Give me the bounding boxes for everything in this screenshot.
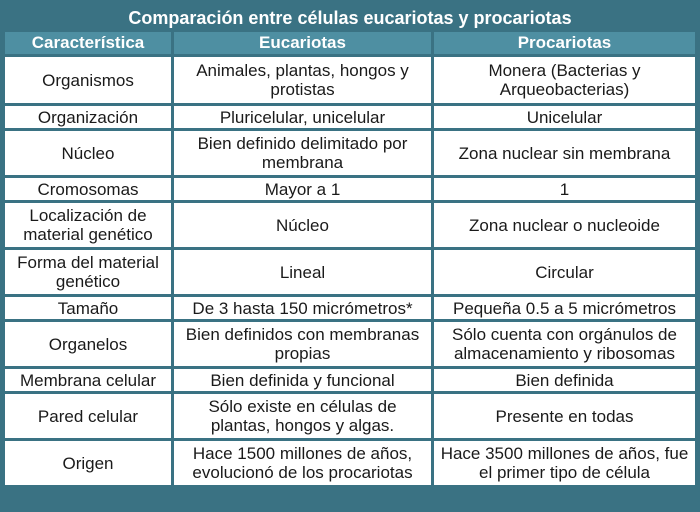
cell-eucariotas: Hace 1500 millones de años, evolucionó de los procariotas [171, 441, 431, 485]
table-row [5, 203, 695, 247]
cell-caracteristica: Cromosomas [5, 178, 171, 200]
cell-eucariotas: Lineal [171, 250, 431, 294]
cell-caracteristica: Origen [5, 441, 171, 485]
table-row [5, 178, 695, 200]
cell-eucariotas: Sólo existe en células de plantas, hongos y algas. [171, 394, 431, 438]
cell-procariotas: Pequeña 0.5 a 5 micrómetros [431, 297, 695, 319]
cell-procariotas: Bien definida [431, 369, 695, 391]
cell-caracteristica: Tamaño [5, 297, 171, 319]
table-row [5, 131, 695, 175]
header-eucariotas: Eucariotas [171, 32, 431, 54]
cell-eucariotas: Núcleo [171, 203, 431, 247]
table-row [5, 322, 695, 366]
cell-eucariotas: Pluricelular, unicelular [171, 106, 431, 128]
table-row [5, 57, 695, 103]
cell-eucariotas: Mayor a 1 [171, 178, 431, 200]
table-row [5, 250, 695, 294]
table-row [5, 369, 695, 391]
cell-eucariotas: Bien definida y funcional [171, 369, 431, 391]
cell-procariotas: 1 [431, 178, 695, 200]
table-row [5, 441, 695, 485]
cell-procariotas: Zona nuclear sin membrana [431, 131, 695, 175]
cell-procariotas: Circular [431, 250, 695, 294]
header-row [5, 32, 695, 54]
comparison-table [5, 29, 695, 488]
cell-eucariotas: Animales, plantas, hongos y protistas [171, 57, 431, 103]
cell-procariotas: Unicelular [431, 106, 695, 128]
cell-procariotas: Hace 3500 millones de años, fue el primer tipo de célula [431, 441, 695, 485]
cell-eucariotas: Bien definido delimitado por membrana [171, 131, 431, 175]
cell-caracteristica: Organización [5, 106, 171, 128]
header-procariotas: Procariotas [431, 32, 695, 54]
cell-caracteristica: Organelos [5, 322, 171, 366]
cell-caracteristica: Membrana celular [5, 369, 171, 391]
cell-procariotas: Monera (Bacterias y Arqueobacterias) [431, 57, 695, 103]
cell-procariotas: Presente en todas [431, 394, 695, 438]
cell-caracteristica: Forma del material genético [5, 250, 171, 294]
header-caracteristica: Característica [5, 32, 171, 54]
table-row [5, 297, 695, 319]
cell-caracteristica: Organismos [5, 57, 171, 103]
cell-caracteristica: Localización de material genético [5, 203, 171, 247]
cell-eucariotas: De 3 hasta 150 micrómetros* [171, 297, 431, 319]
cell-eucariotas: Bien definidos con membranas propias [171, 322, 431, 366]
table-row [5, 394, 695, 438]
table-title: Comparación entre células eucariotas y procariotas [5, 4, 695, 32]
cell-caracteristica: Núcleo [5, 131, 171, 175]
cell-procariotas: Zona nuclear o nucleoide [431, 203, 695, 247]
cell-procariotas: Sólo cuenta con orgánulos de almacenamiento y ribosomas [431, 322, 695, 366]
table-row [5, 106, 695, 128]
cell-caracteristica: Pared celular [5, 394, 171, 438]
